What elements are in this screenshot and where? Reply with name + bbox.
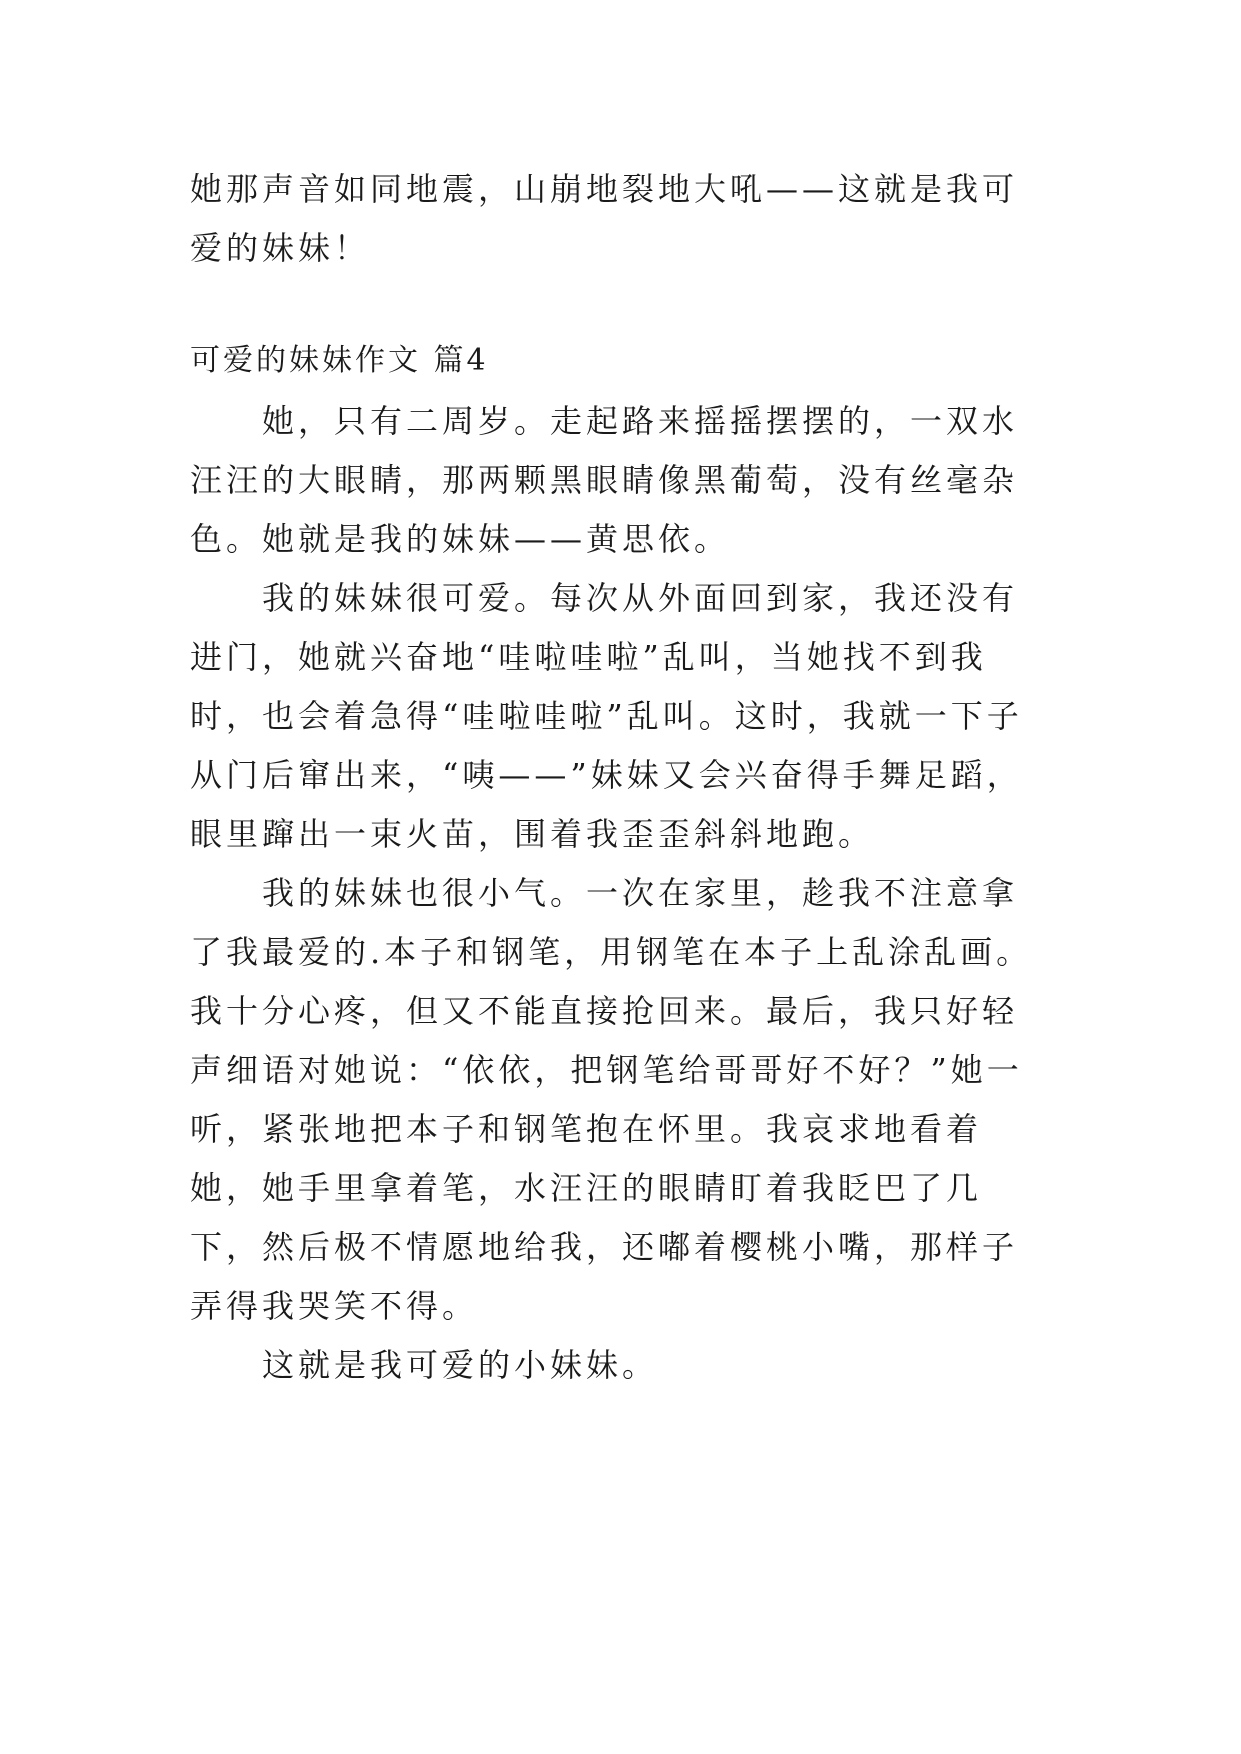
- essay-heading: 可爱的妹妹作文 篇4: [190, 343, 489, 378]
- paragraph: 我的妹妹很可爱。每次从外面回到家，我还没有进门，她就兴奋地“哇啦哇啦”乱叫，当她找不到我时，也会着急得“哇啦哇啦”乱叫。这时，我就一下子从门后窜出来，“咦——”妹妹又会兴奋得手舞足蹈，眼里蹿出一束火苗，围着我歪歪斜斜地跑。: [190, 579, 1023, 853]
- paragraph: 她，只有二周岁。走起路来摇摇摆摆的，一双水汪汪的大眼睛，那两颗黑眼睛像黑葡萄，没有丝毫杂色。她就是我的妹妹——黄思依。: [190, 402, 1019, 558]
- paragraph: 这就是我可爱的小妹妹。: [262, 1346, 659, 1384]
- continuation-paragraph: 她那声音如同地震，山崩地裂地大吼——这就是我可爱的妹妹！: [190, 170, 1019, 267]
- paragraph: 我的妹妹也很小气。一次在家里，趁我不注意拿了我最爱的.本子和钢笔，用钢笔在本子上乱涂乱画。我十分心疼，但又不能直接抢回来。最后，我只好轻声细语对她说：“依依，把钢笔给哥哥好不好？”她一听，紧张地把本子和钢笔抱在怀里。我哀求地看着她，她手里拿着笔，水汪汪的眼睛盯着我眨巴了几下，然后极不情愿地给我，还嘟着樱桃小嘴，那样子弄得我哭笑不得。: [190, 874, 1033, 1325]
- essay-body: [190, 392, 1052, 1395]
